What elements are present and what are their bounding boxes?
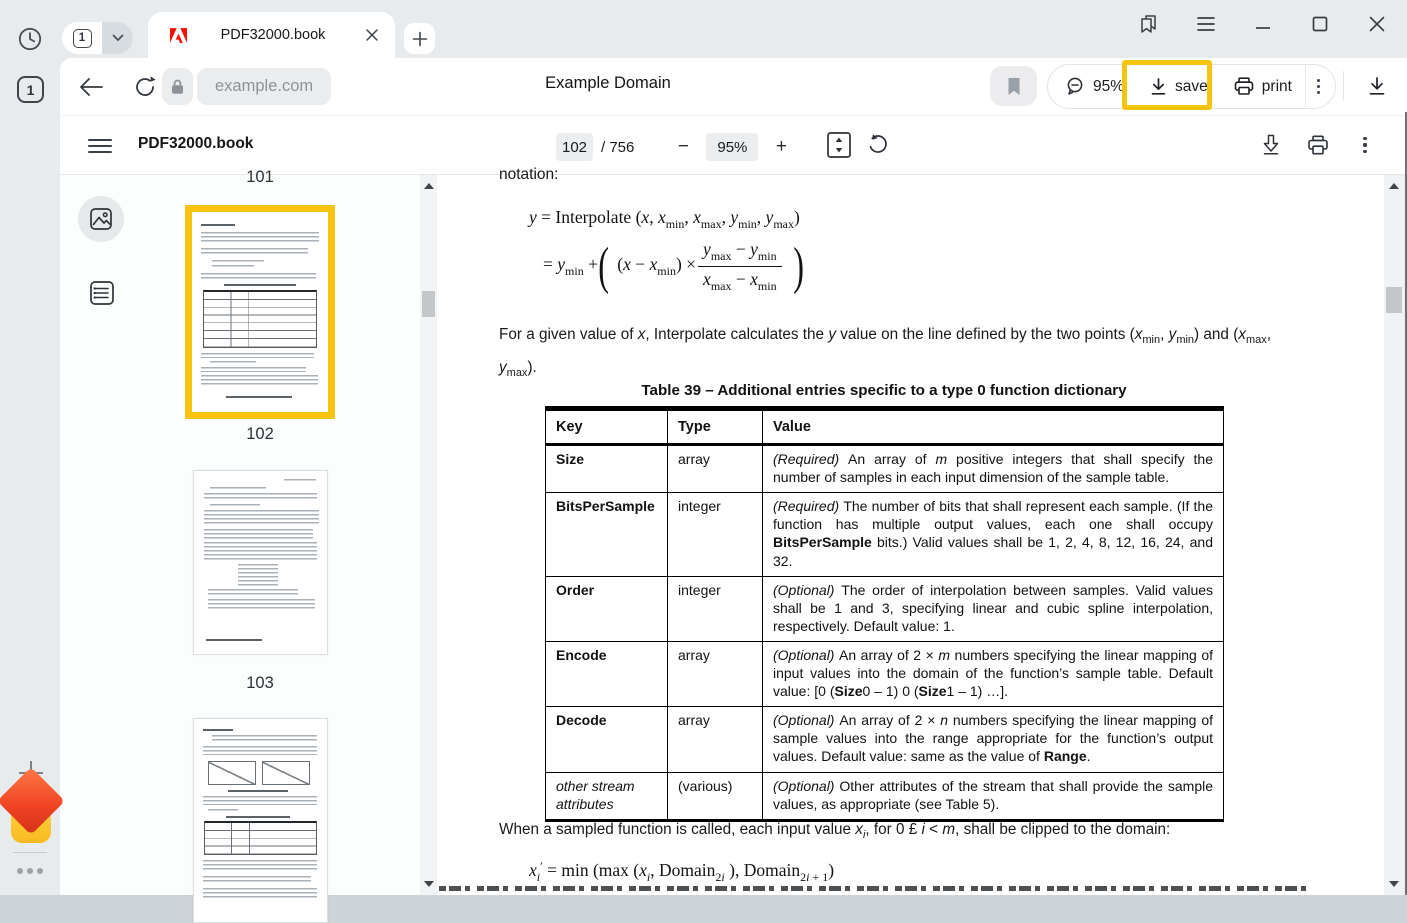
page-total-label: / 756 [601,138,635,156]
pdf-more-icon[interactable] [1353,133,1377,157]
mail-flap-shape [0,767,65,835]
scroll-up-arrow[interactable] [1389,183,1399,189]
table-cell: integer [668,493,763,576]
tab-group-chevron[interactable] [102,22,133,54]
adobe-pdf-icon [170,28,187,43]
thumbnail-label-102: 102 [246,425,274,443]
clipped-text-top: notation: [499,166,559,183]
table-cell: (Optional) The order of interpolation between samples. Valid values shall be 1 and 3, specifying linear and cubic spline interpolation, respectively. Default value: 1. [763,576,1224,641]
scroll-down-arrow[interactable] [424,881,434,887]
table-cell: (Required) The number of bits that shall represent each sample. (If the function has multiple output values, each one shall occupy BitsPerSample bits.) Valid values shall be 1, 2, 4, 8, 12, 16, 24, and 32. [763,493,1224,576]
browser-menu-icon[interactable] [1194,12,1218,36]
back-button[interactable] [76,72,106,102]
save-button[interactable] [1137,65,1221,108]
pdf-print-icon[interactable] [1306,133,1330,157]
paragraph-interpolate: For a given value of x, Interpolate calculates the y value on the line defined by the two points ($x_{min}$, $y_{min}$) and ($x_{max}$, $y_{max}$). [499,326,1271,379]
page-zoom-button[interactable] [1052,65,1137,108]
tab-group-count-label: 1 [73,29,92,48]
print-label: print [1261,77,1292,95]
table-cell: array [668,641,763,706]
col-header-key: Key [546,409,668,445]
sidebar-more-icon[interactable] [17,868,43,874]
table-row [546,576,1224,641]
tab-title: PDF32000.book [220,27,326,43]
scrollbar-thumb[interactable] [422,291,435,317]
table-cell: other stream attributes [546,772,668,820]
clipped-text-bottom [439,886,1309,891]
toolbar-divider [1343,71,1344,101]
table-row [546,772,1224,820]
pdf-toolbar [60,115,1407,175]
table-cell: (Optional) An array of 2 × m numbers specifying the linear mapping of input values into the domain of the function’s sample table. Default value: [0 (Size0 – 1) 0 (Size1 – 1) …]. [763,641,1224,706]
tab-group-counter[interactable] [62,22,102,54]
col-header-value: Value [763,409,1224,445]
table-39 [545,406,1224,822]
scroll-up-arrow[interactable] [424,183,434,189]
pdf-page-controls [556,131,890,163]
table-cell: BitsPerSample [546,493,668,576]
thumbnail-preview [194,471,327,654]
reload-button[interactable] [130,72,160,102]
table-header-row [546,409,1224,445]
table-row [546,641,1224,706]
table-cell: (Optional) An array of 2 × n numbers specifying the linear mapping of sample values into the range appropriate for the function’s output values. Default value: same as the value of Range. [763,707,1224,772]
new-tab-button[interactable] [404,23,435,54]
thumbnail-page-102[interactable] [185,205,335,419]
page-zoom-label: 95% [1093,77,1125,95]
table-cell: array [668,707,763,772]
minimize-icon[interactable] [1251,12,1275,36]
thumbnail-preview [194,719,327,922]
pdf-zoom-level[interactable]: 95% [706,133,758,161]
collections-icon[interactable] [1137,12,1161,36]
table-cell: Encode [546,641,668,706]
paragraph-sampled-function: When a sampled function is called, each input value $x_i$, for 0 £ i < m, shall be clipped to the domain: [499,821,1171,841]
pdf-page-view [437,166,1384,895]
address-url: example.com [215,77,314,95]
thumbnail-scrollbar[interactable] [420,175,437,895]
table-row [546,707,1224,772]
bookmark-button[interactable] [990,66,1037,106]
maximize-icon[interactable] [1308,12,1332,36]
table-cell: array [668,445,763,493]
left-sidebar [0,0,60,895]
close-window-icon[interactable] [1365,12,1389,36]
history-clock-icon[interactable] [17,26,43,57]
thumbnail-panel [60,168,420,895]
page-number-input[interactable]: 102 [556,133,593,161]
table-cell: Decode [546,707,668,772]
table-cell: integer [668,576,763,641]
address-bar[interactable] [197,68,331,105]
table-cell: Order [546,576,668,641]
table-cell: (Optional) Other attributes of the stream that shall provide the sample values, as appropriate (see Table 5). [763,772,1224,820]
table-cell: (various) [668,772,763,820]
pdf-doc-title: PDF32000.book [138,135,254,152]
outline-view-button[interactable] [88,279,116,307]
formula-clip-domain: $x_i' = \min (\max$ ($x_i$, Domain$_{2i}$ ), Domain$_{2i}$ $_{+ 1}$) [529,859,835,884]
thumbnail-page-104[interactable] [193,718,328,923]
scrollbar-thumb[interactable] [1386,287,1402,313]
zoom-bubble-icon [1065,77,1085,96]
table-row [546,493,1224,576]
sidebar-tab-counter[interactable]: 1 [17,76,44,103]
formula-interpolate-line1: y = Interpolate (x, $x_{min}$, $x_{max}$, $y_{min}$, $y_{max}$) [529,207,800,231]
print-button[interactable] [1221,65,1305,108]
thumbnail-label-103: 103 [246,674,274,692]
thumbnail-preview [192,212,328,412]
download-arrow-icon [1150,78,1167,96]
tab-group-pill[interactable] [62,22,133,54]
scroll-down-arrow[interactable] [1389,881,1399,887]
yandex-mail-icon[interactable] [11,803,51,843]
pdf-toolbar-right [1259,133,1377,157]
pdf-download-icon[interactable] [1259,133,1283,157]
save-label: save [1175,77,1208,95]
zoom-in-button[interactable]: + [775,136,787,157]
table-cell: (Required) An array of m positive integers that shall specify the number of samples in each input dimension of the sample table. [763,445,1224,493]
thumbnail-page-103[interactable] [193,470,328,655]
fit-page-icon[interactable] [826,131,852,163]
thumbnail-label-101: 101 [246,168,274,186]
thumbnails-view-button[interactable] [78,196,124,242]
page-scrollbar[interactable] [1384,175,1404,895]
table-row [546,445,1224,493]
tab-bar [60,0,1407,58]
active-tab[interactable] [148,12,395,58]
zoom-out-button[interactable]: − [677,136,689,157]
printer-icon [1234,77,1254,96]
tab-close-icon[interactable] [359,22,385,48]
rotate-page-icon[interactable] [866,133,890,161]
browser-toolbar [60,58,1407,115]
sidebar-divider [13,852,47,853]
toolbar-actions-group [1047,64,1336,109]
table-cell: Size [546,445,668,493]
site-lock-icon[interactable] [162,68,193,105]
table-39-caption: Table 39 – Additional entries specific to a type 0 function dictionary [641,382,1127,399]
pdf-sidebar-toggle-icon[interactable] [88,134,112,158]
col-header-type: Type [668,409,763,445]
downloads-button[interactable] [1362,71,1392,101]
fraction: $\frac{y_{max} - y_{min}}{x_{max} - x_{min}}$ [698,239,782,294]
page-title: Example Domain [545,74,671,92]
actions-more-icon[interactable] [1306,65,1331,108]
formula-interpolate-line2: = $y_{min}$ + ( $(x - x_{min})$ × $\frac{y_{max} - y_{min}}{x_{max} - x_{min}}$ ) [543,237,804,295]
